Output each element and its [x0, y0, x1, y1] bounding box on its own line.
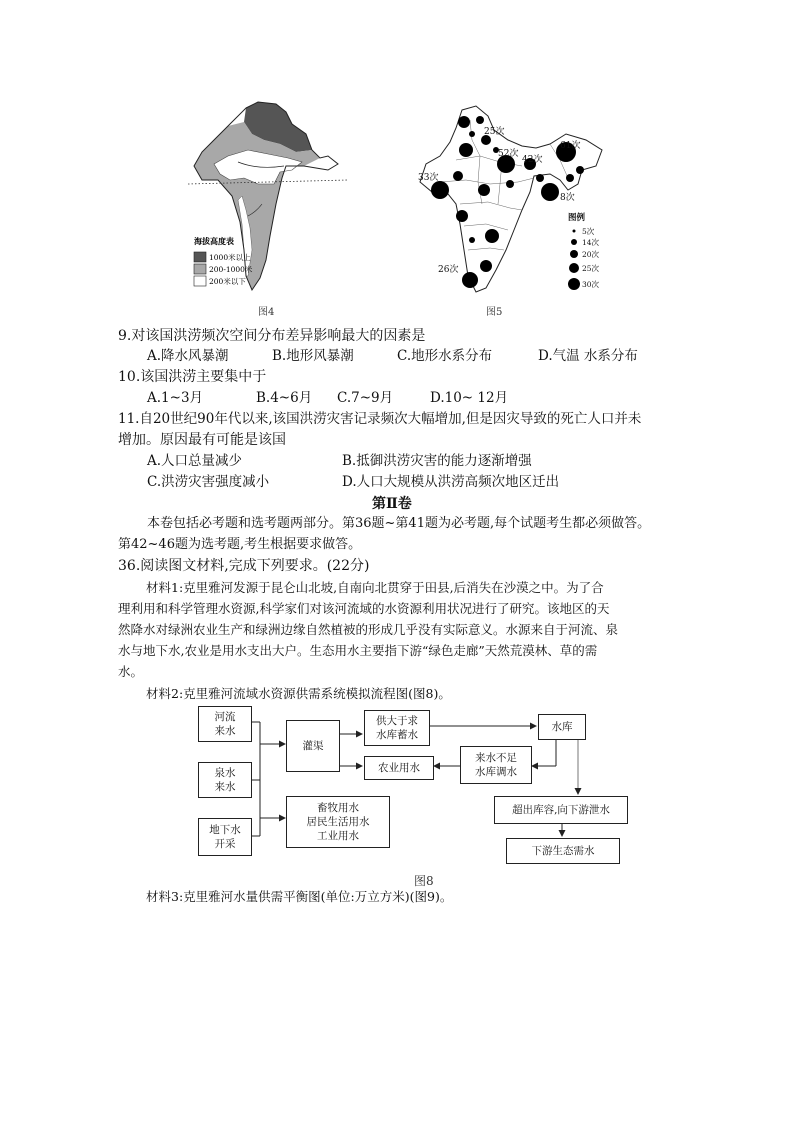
figure-8-caption: 图8 — [414, 874, 434, 888]
legend-bubble — [571, 239, 577, 245]
box-agri-water: 农业用水 — [364, 756, 434, 780]
material-1-line: 然降水对绿洲农业生产和绿洲边缘自然植被的形成几乎没有实际意义。水源来自于河流、泉 — [118, 622, 619, 637]
legend-label-low: 200米以下 — [209, 277, 246, 286]
figure-4 — [188, 100, 348, 300]
bubble — [566, 174, 574, 182]
q9-option-d: D.气温 水系分布 — [538, 348, 638, 364]
bubble — [476, 116, 484, 124]
legend-label-high: 1000米以上 — [209, 253, 251, 262]
q11-option-b: B.抵御洪涝灾害的能力逐渐增强 — [342, 453, 532, 469]
q11-option-c: C.洪涝灾害强度减小 — [147, 474, 270, 490]
q10-option-a: A.1~3月 — [147, 390, 204, 406]
bubble — [469, 131, 475, 137]
legend-bubble — [568, 278, 580, 290]
bubble-label: 33次 — [418, 173, 439, 183]
legend-swatch-mid — [194, 264, 206, 274]
bubble — [458, 116, 470, 128]
bubble-label: 61次 — [560, 141, 581, 151]
relief-map — [188, 100, 348, 300]
bubble — [459, 143, 473, 157]
legend-label: 14次 — [582, 238, 600, 247]
bubble-label: 42次 — [522, 155, 543, 165]
bubble-legend — [568, 212, 600, 290]
legend-label: 20次 — [582, 250, 600, 259]
box-overflow-release: 超出库容,向下游泄水 — [494, 796, 628, 824]
q9-option-a: A.降水风暴潮 — [147, 348, 229, 364]
q10-option-b: B.4~6月 — [256, 390, 313, 406]
material-3: 材料3:克里雅河水量供需平衡图(单位:万立方米)(图9)。 — [146, 889, 453, 904]
q11-option-a: A.人口总量减少 — [147, 453, 243, 469]
bubble — [431, 181, 449, 199]
q11-option-d: D.人口大规模从洪涝高频次地区迁出 — [342, 474, 560, 490]
flood-frequency-map — [410, 100, 610, 300]
bubble-label: 25次 — [484, 127, 505, 137]
bubble-label: 52次 — [498, 149, 519, 159]
figure-5-caption: 图5 — [486, 307, 503, 318]
box-other-water-use: 畜牧用水 居民生活用水 工业用水 — [286, 796, 390, 848]
legend-swatch-low — [194, 276, 206, 286]
q10-option-d: D.10~ 12月 — [430, 390, 509, 406]
legend-label: 30次 — [582, 280, 600, 289]
section-intro-line2: 第42~46题为选考题,考生根据要求做答。 — [118, 537, 362, 552]
bubble — [453, 171, 463, 181]
bubble — [480, 260, 492, 272]
material-1-line: 材料1:克里雅河发源于昆仑山北坡,自南向北贯穿于田县,后消失在沙漠之中。为了合 — [146, 580, 604, 595]
bubble — [462, 272, 478, 288]
box-irrigation-canal: 灌渠 — [286, 720, 340, 772]
legend-bubble — [570, 250, 578, 258]
figure-4-caption: 图4 — [258, 307, 275, 318]
box-shortage-transfer: 来水不足 水库调水 — [460, 746, 532, 784]
bubble — [541, 183, 559, 201]
material-1-line: 水。 — [118, 664, 144, 679]
question-9-stem: 9.对该国洪涝频次空间分布差异影响最大的因素是 — [118, 328, 426, 344]
box-surplus-storage: 供大于求 水库蓄水 — [364, 710, 430, 746]
bubble-label: 26次 — [438, 265, 459, 275]
material-2: 材料2:克里雅河流域水资源供需系统模拟流程图(图8)。 — [146, 686, 451, 701]
figure-5 — [410, 100, 610, 300]
question-11-stem-line2: 增加。原因最有可能是该国 — [118, 432, 286, 448]
legend-title: 图例 — [568, 213, 586, 223]
legend-swatch-high — [194, 252, 206, 262]
bubble — [456, 210, 468, 222]
legend-bubble — [569, 263, 579, 273]
q10-option-c: C.7~9月 — [337, 390, 394, 406]
bubble — [506, 180, 514, 188]
question-11-stem-line1: 11.自20世纪90年代以来,该国洪涝灾害记录频次大幅增加,但是因灾导致的死亡人口并未 — [118, 411, 642, 427]
box-groundwater: 地下水 开采 — [198, 818, 252, 856]
bubble-label: 8次 — [560, 193, 575, 203]
bubble — [576, 166, 584, 174]
bubble — [469, 237, 475, 243]
bubble — [536, 174, 544, 182]
legend-bubble — [573, 230, 576, 233]
material-1-line: 水与地下水,农业是用水支出大户。生态用水主要指下游“绿色走廊”天然荒漠林、草的需 — [118, 643, 598, 658]
q9-option-b: B.地形风暴潮 — [272, 348, 354, 364]
box-eco-water-demand: 下游生态需水 — [506, 838, 620, 864]
figure-8 — [188, 700, 648, 870]
bubble — [485, 229, 499, 243]
elevation-legend-title: 海拔高度表 — [194, 236, 234, 246]
box-spring-inflow: 泉水 来水 — [198, 762, 252, 798]
question-36-stem: 36.阅读图文材料,完成下列要求。(22分) — [118, 558, 370, 574]
section-title: 第Ⅱ卷 — [372, 496, 412, 512]
material-1 — [118, 577, 698, 682]
legend-label: 25次 — [582, 264, 600, 273]
bubble — [478, 184, 490, 196]
legend-label-mid: 200-1000米 — [209, 265, 253, 274]
legend-label: 5次 — [582, 227, 595, 236]
material-1-line: 理利用和科学管理水资源,科学家们对该河流域的水资源利用状况进行了研究。该地区的天 — [118, 601, 610, 616]
box-reservoir: 水库 — [538, 714, 586, 740]
q9-option-c: C.地形水系分布 — [397, 348, 493, 364]
section-intro-line1: 本卷包括必考题和选考题两部分。第36题~第41题为必考题,每个试题考生都必须做答。 — [147, 516, 651, 531]
box-river-inflow: 河流 来水 — [198, 706, 252, 742]
question-10-stem: 10.该国洪涝主要集中于 — [118, 369, 267, 385]
